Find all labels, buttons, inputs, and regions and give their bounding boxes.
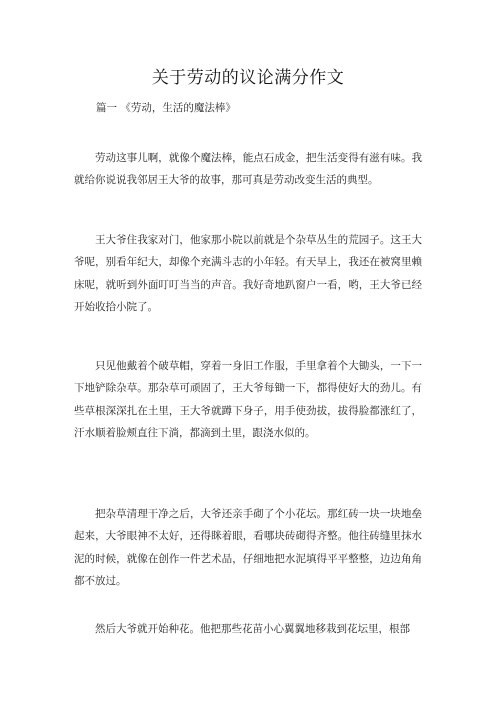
section-heading: 篇一 《劳动，生活的魔法棒》 (96, 102, 236, 114)
paragraph-4: 把杂草清理干净之后，大爷还亲手砌了个小花坛。那红砖一块一块地垒起来，大爷眼神不太好，还得眯着眼，看哪块砖砌得齐整。他往砖缝里抹水泥的时候，就像在创作一件艺术品，仔细地把水泥填得平平整整，边边角角都不放过。 (74, 508, 422, 588)
page-title: 关于劳动的议论满分作文 (151, 68, 345, 88)
paragraph-3: 只见他戴着个破草帽，穿着一身旧工作服，手里拿着个大锄头，一下一下地铲除杂草。那杂草可顽固了，王大爷每锄一下，都得使好大的劲儿。有些草根深深扎在土里，王大爷就蹲下身子，用手使劲拔，拔得脸都涨红了，汗水顺着脸颊直往下淌，都滴到土里，跟浇水似的。 (74, 360, 422, 440)
paragraph-2: 王大爷住我家对门，他家那小院以前就是个杂草丛生的荒园子。这王大爷呢，别看年纪大，却像个充满斗志的小年轻。有天早上，我还在被窝里赖床呢，就听到外面叮叮当当的声音。我好奇地趴窗户一看，哟，王大爷已经开始收拾小院了。 (74, 234, 422, 314)
paragraph-1: 劳动这事儿啊，就像个魔法棒，能点石成金，把生活变得有滋有味。我就给你说说我邻居王大爷的故事，那可真是劳动改变生活的典型。 (74, 152, 422, 187)
paragraph-5: 然后大爷就开始种花。他把那些花苗小心翼翼地移栽到花坛里，根部 (95, 623, 410, 635)
